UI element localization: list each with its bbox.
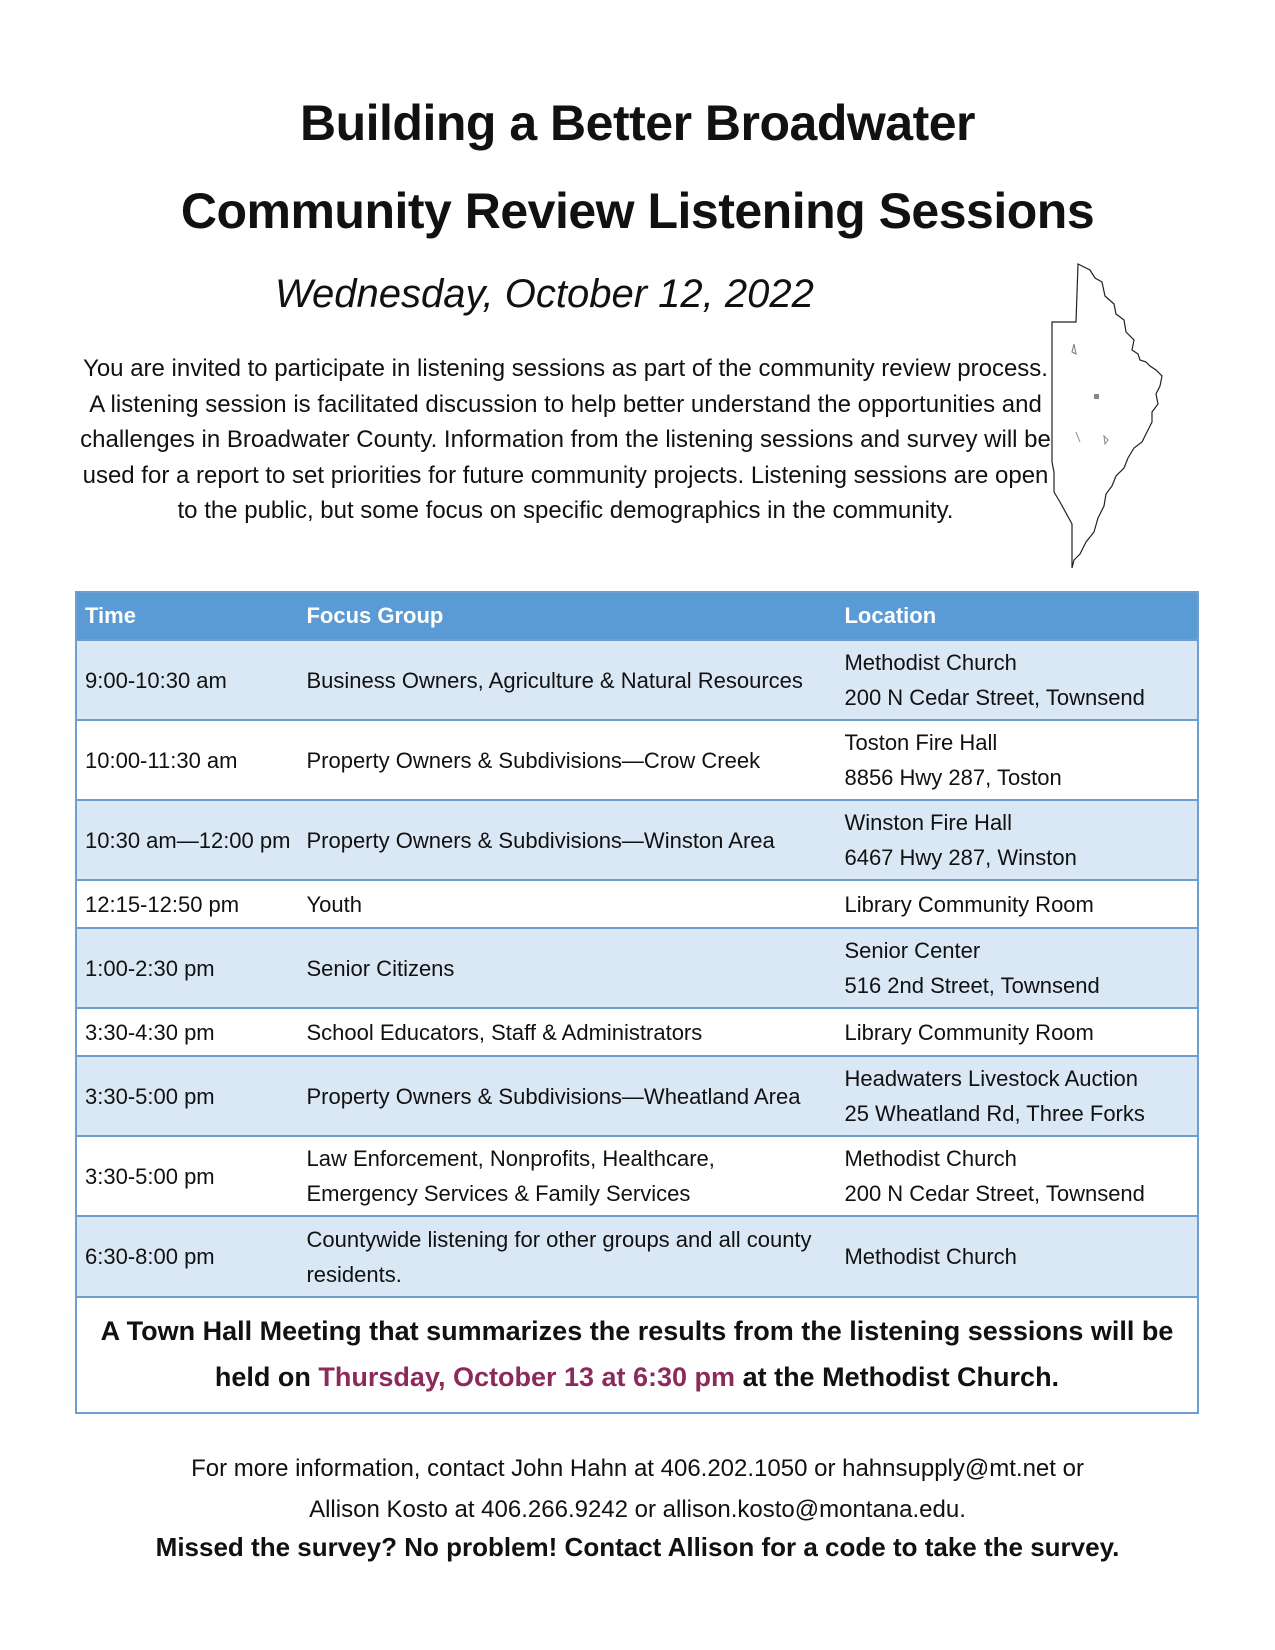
table-row <box>77 1008 1197 1056</box>
contact-line-1: For more information, contact John Hahn at 406.202.1050 or hahnsupply@mt.net or <box>191 1455 1084 1482</box>
county-boundary <box>1052 264 1162 568</box>
location-name: Headwaters Livestock Auction <box>844 1066 1138 1091</box>
table-row <box>77 720 1197 800</box>
event-date: Wednesday, October 12, 2022 <box>275 272 814 316</box>
town-hall-datetime: Thursday, October 13 at 6:30 pm <box>318 1362 736 1392</box>
schedule-table-container <box>75 591 1199 1414</box>
table-row <box>77 928 1197 1008</box>
time-cell: 3:30-5:00 pm <box>77 1136 298 1216</box>
table-row <box>77 640 1197 720</box>
location-name: Methodist Church <box>844 1146 1017 1171</box>
location-name: Toston Fire Hall <box>844 730 998 755</box>
location-address: 200 N Cedar Street, Townsend <box>844 685 1145 710</box>
focus-cell: Senior Citizens <box>298 928 836 1008</box>
time-cell: 3:30-4:30 pm <box>77 1008 298 1056</box>
col-header-focus-group: Focus Group <box>298 593 836 640</box>
location-name: Winston Fire Hall <box>844 810 1012 835</box>
survey-note: Missed the survey? No problem! Contact Allison for a code to take the survey. <box>155 1532 1120 1562</box>
county-outline-map-icon <box>1050 262 1210 572</box>
location-cell: Methodist Church <box>836 1216 1197 1296</box>
col-header-time: Time <box>77 593 298 640</box>
contact-info <box>0 1448 1275 1530</box>
location-cell <box>836 800 1197 880</box>
intro-paragraph: You are invited to participate in listening sessions as part of the community review process. A listening session is facilitated discussion to help better understand the opportunities and challenges in Broadwater County. Information from the listening sessions and survey will be used for a report to set priorities for future community projects. Listening sessions are open to the public, but some focus on specific demographics in the community. <box>80 355 1051 524</box>
location-cell: Library Community Room <box>836 1008 1197 1056</box>
focus-cell: Youth <box>298 880 836 928</box>
focus-cell: Law Enforcement, Nonprofits, Healthcare, Emergency Services & Family Services <box>298 1136 836 1216</box>
focus-cell: Property Owners & Subdivisions—Wheatland Area <box>298 1056 836 1136</box>
time-cell: 1:00-2:30 pm <box>77 928 298 1008</box>
town-hall-location: at the Methodist Church. <box>735 1362 1060 1392</box>
town-mark <box>1094 394 1099 399</box>
col-header-location: Location <box>836 593 1197 640</box>
lake-mark-3 <box>1104 436 1108 444</box>
time-cell: 12:15-12:50 pm <box>77 880 298 928</box>
location-cell <box>836 928 1197 1008</box>
location-address: 200 N Cedar Street, Townsend <box>844 1181 1145 1206</box>
focus-cell: School Educators, Staff & Administrators <box>298 1008 836 1056</box>
lake-mark-1 <box>1072 344 1076 354</box>
location-cell <box>836 640 1197 720</box>
table-row <box>77 1056 1197 1136</box>
town-hall-announcement <box>77 1296 1197 1412</box>
location-address: 25 Wheatland Rd, Three Forks <box>844 1101 1145 1126</box>
location-cell <box>836 1056 1197 1136</box>
focus-cell: Business Owners, Agriculture & Natural Resources <box>298 640 836 720</box>
location-cell <box>836 1136 1197 1216</box>
schedule-table <box>77 593 1197 1296</box>
location-address: 6467 Hwy 287, Winston <box>844 845 1077 870</box>
focus-cell: Property Owners & Subdivisions—Crow Creek <box>298 720 836 800</box>
lake-mark-2 <box>1076 432 1080 442</box>
location-address: 8856 Hwy 287, Toston <box>844 765 1062 790</box>
table-row <box>77 1216 1197 1296</box>
location-cell <box>836 720 1197 800</box>
time-cell: 3:30-5:00 pm <box>77 1056 298 1136</box>
page-title: Building a Better Broadwater <box>300 95 975 151</box>
table-row <box>77 880 1197 928</box>
table-row <box>77 800 1197 880</box>
location-name: Senior Center <box>844 938 981 963</box>
focus-cell: Countywide listening for other groups and all county residents. <box>298 1216 836 1296</box>
page-subtitle: Community Review Listening Sessions <box>180 183 1095 239</box>
contact-line-2: Allison Kosto at 406.266.9242 or allison.kosto@montana.edu. <box>309 1496 966 1523</box>
schedule-header-row <box>77 593 1197 640</box>
focus-cell: Property Owners & Subdivisions—Winston Area <box>298 800 836 880</box>
town-hall-text: A Town Hall Meeting that summarizes the results from the listening sessions will be held on <box>100 1316 1174 1392</box>
table-row <box>77 1136 1197 1216</box>
location-name: Methodist Church <box>844 650 1017 675</box>
location-cell: Library Community Room <box>836 880 1197 928</box>
time-cell: 10:00-11:30 am <box>77 720 298 800</box>
time-cell: 9:00-10:30 am <box>77 640 298 720</box>
time-cell: 10:30 am—12:00 pm <box>77 800 298 880</box>
time-cell: 6:30-8:00 pm <box>77 1216 298 1296</box>
location-address: 516 2nd Street, Townsend <box>844 973 1100 998</box>
